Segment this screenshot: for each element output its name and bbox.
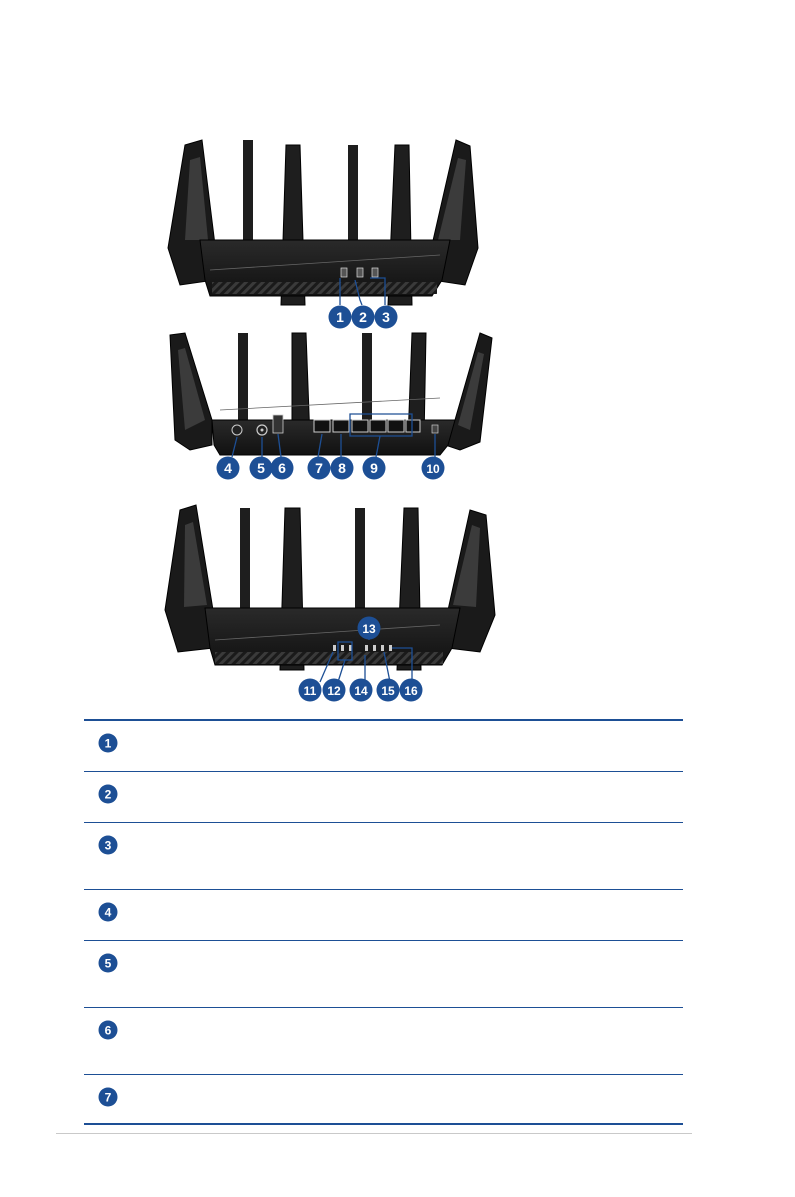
callout-label: 11 (303, 684, 317, 698)
spec-row-number-badge (98, 953, 118, 973)
svg-text:1: 1 (104, 736, 112, 751)
wan-port-2 (333, 420, 349, 432)
spec-row-2 (84, 772, 683, 823)
callout-14 (350, 679, 373, 702)
router-view-front (168, 140, 478, 305)
spec-row-number-badge (98, 1020, 118, 1040)
callout-label: 4 (224, 460, 232, 476)
spec-row-number-badge (98, 733, 118, 753)
footer-rule (56, 1133, 692, 1134)
router-view-leds (165, 505, 495, 682)
callout-label: 8 (338, 460, 346, 476)
antenna-1 (238, 333, 248, 423)
callout-13 (358, 617, 381, 640)
callout-label: 12 (327, 684, 341, 698)
callout-3 (375, 306, 398, 329)
svg-text:2: 2 (104, 787, 112, 802)
callout-4 (217, 457, 240, 480)
spec-row-7 (84, 1075, 683, 1125)
svg-text:4: 4 (104, 905, 112, 920)
callout-8 (331, 457, 354, 480)
svg-text:5: 5 (104, 956, 112, 971)
lan-port-3 (388, 420, 404, 432)
callout-7 (308, 457, 331, 480)
callout-15 (377, 679, 400, 702)
callout-label: 10 (426, 462, 440, 476)
front-button-3 (372, 268, 378, 277)
spec-table (84, 719, 683, 1125)
callout-6 (271, 457, 294, 480)
callout-10 (422, 457, 445, 480)
spec-row-6 (84, 1008, 683, 1075)
callout-label: 16 (404, 684, 418, 698)
callout-label: 2 (359, 309, 367, 325)
callout-1 (329, 306, 352, 329)
wan-port-1 (314, 420, 330, 432)
callout-label: 7 (315, 460, 323, 476)
router-view-rear (170, 333, 492, 457)
callout-label: 5 (257, 460, 265, 476)
callout-label: 15 (381, 684, 395, 698)
callout-label: 1 (336, 309, 344, 325)
wps-button (432, 425, 438, 433)
callout-label: 9 (370, 460, 378, 476)
callout-5 (250, 457, 273, 480)
antenna-3 (355, 508, 365, 608)
callout-2 (352, 306, 375, 329)
antenna-1 (240, 508, 250, 608)
callout-label: 13 (362, 622, 376, 636)
svg-text:3: 3 (104, 838, 112, 853)
callout-label: 14 (354, 684, 368, 698)
spec-row-3 (84, 823, 683, 890)
antenna-1 (243, 140, 253, 240)
svg-text:7: 7 (104, 1090, 112, 1105)
callout-label: 6 (278, 460, 286, 476)
spec-row-number-badge (98, 784, 118, 804)
callout-16 (400, 679, 423, 702)
power-button (232, 425, 242, 435)
lan-port-4 (406, 420, 420, 432)
lan-port-1 (352, 420, 368, 432)
antenna-3 (362, 333, 372, 423)
antenna-3 (348, 145, 358, 240)
front-button-2 (357, 268, 363, 277)
usb-port (273, 415, 283, 433)
callout-11 (299, 679, 322, 702)
spec-row-5 (84, 941, 683, 1008)
spec-row-number-badge (98, 902, 118, 922)
svg-text:6: 6 (104, 1023, 112, 1038)
callout-9 (363, 457, 386, 480)
spec-row-number-badge (98, 1087, 118, 1107)
spec-row-4 (84, 890, 683, 941)
spec-row-1 (84, 721, 683, 772)
lan-port-2 (370, 420, 386, 432)
callout-label: 3 (382, 309, 390, 325)
front-button-1 (341, 268, 347, 277)
callout-12 (323, 679, 346, 702)
spec-row-number-badge (98, 835, 118, 855)
